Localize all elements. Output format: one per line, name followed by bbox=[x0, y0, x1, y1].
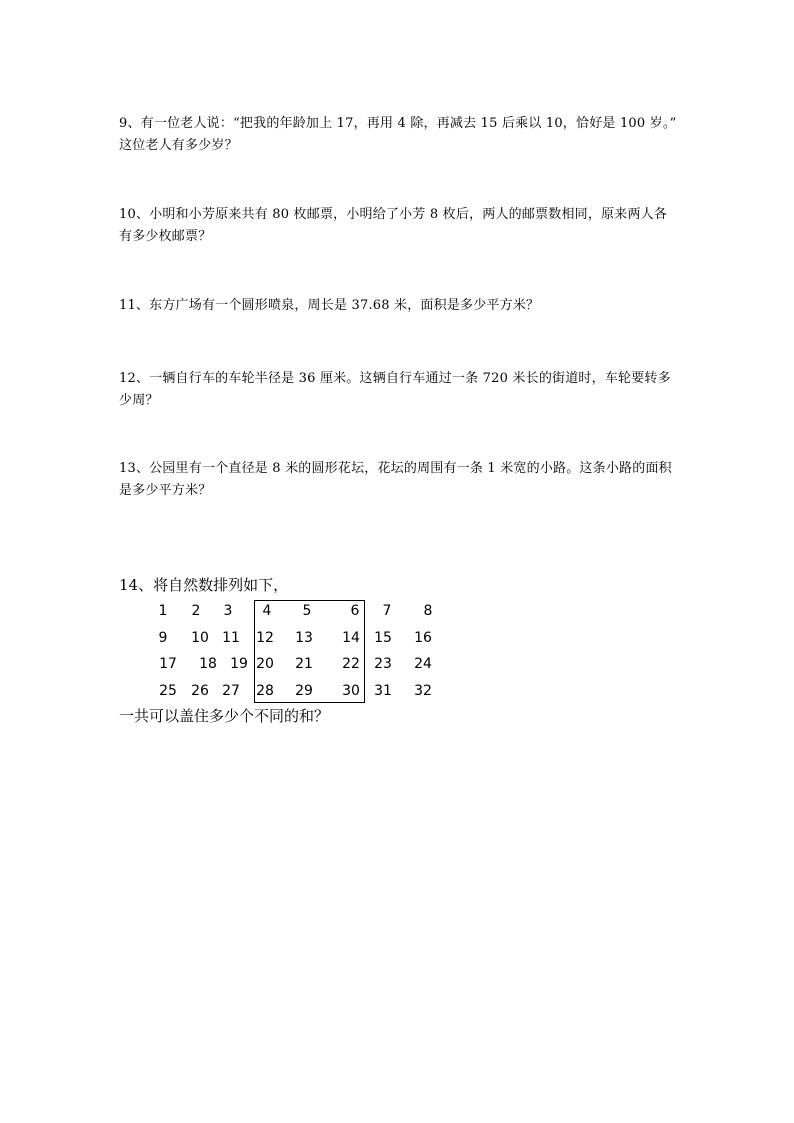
selection-frame bbox=[254, 600, 365, 703]
grid-number: 4 bbox=[262, 603, 272, 619]
question-9: 9、有一位老人说：“把我的年龄加上 17，再用 4 除，再减去 15 后乘以 10，恰好是 100 岁。” 这位老人有多少岁？ bbox=[119, 116, 677, 153]
grid-number: 22 bbox=[342, 656, 360, 672]
question-11: 11、东方广场有一个圆形喷泉，周长是 37.68 米，面积是多少平方米？ bbox=[119, 298, 540, 313]
question-14-intro: 14、将自然数排列如下， bbox=[119, 576, 289, 594]
grid-number: 10 bbox=[191, 630, 209, 646]
grid-number: 18 bbox=[199, 656, 217, 672]
grid-number: 21 bbox=[295, 656, 313, 672]
grid-number: 19 bbox=[230, 656, 248, 672]
grid-number: 30 bbox=[342, 683, 360, 699]
grid-number: 8 bbox=[423, 603, 433, 619]
grid-number: 29 bbox=[295, 683, 313, 699]
grid-number: 24 bbox=[414, 656, 432, 672]
grid-number: 25 bbox=[159, 683, 177, 699]
grid-number: 26 bbox=[191, 683, 209, 699]
grid-number: 2 bbox=[191, 603, 201, 619]
grid-number: 3 bbox=[223, 603, 233, 619]
grid-number: 15 bbox=[374, 630, 392, 646]
grid-number: 27 bbox=[222, 683, 240, 699]
grid-number: 12 bbox=[256, 630, 274, 646]
question-14-question: 一共可以盖住多少个不同的和？ bbox=[119, 707, 330, 725]
grid-number: 23 bbox=[374, 656, 392, 672]
grid-number: 5 bbox=[302, 603, 312, 619]
grid-number: 16 bbox=[414, 630, 432, 646]
grid-number: 17 bbox=[159, 656, 177, 672]
grid-number: 28 bbox=[256, 683, 274, 699]
grid-number: 20 bbox=[256, 656, 274, 672]
question-12: 12、一辆自行车的车轮半径是 36 厘米。这辆自行车通过一条 720 米长的街道时，车轮要转多少周？ bbox=[119, 371, 671, 408]
grid-number: 6 bbox=[350, 603, 360, 619]
grid-number: 32 bbox=[414, 683, 432, 699]
grid-number: 7 bbox=[382, 603, 392, 619]
grid-number: 31 bbox=[374, 683, 392, 699]
question-10: 10、小明和小芳原来共有 80 枚邮票，小明给了小芳 8 枚后，两人的邮票数相同，原来两人各有多少枚邮票？ bbox=[119, 207, 668, 244]
question-13: 13、公园里有一个直径是 8 米的圆形花坛，花坛的周围有一条 1 米宽的小路。这条小路的面积是多少平方米？ bbox=[119, 461, 672, 498]
grid-number: 14 bbox=[342, 630, 360, 646]
grid-number: 11 bbox=[222, 630, 240, 646]
grid-number: 9 bbox=[158, 630, 168, 646]
grid-number: 13 bbox=[295, 630, 313, 646]
grid-number: 1 bbox=[158, 603, 168, 619]
